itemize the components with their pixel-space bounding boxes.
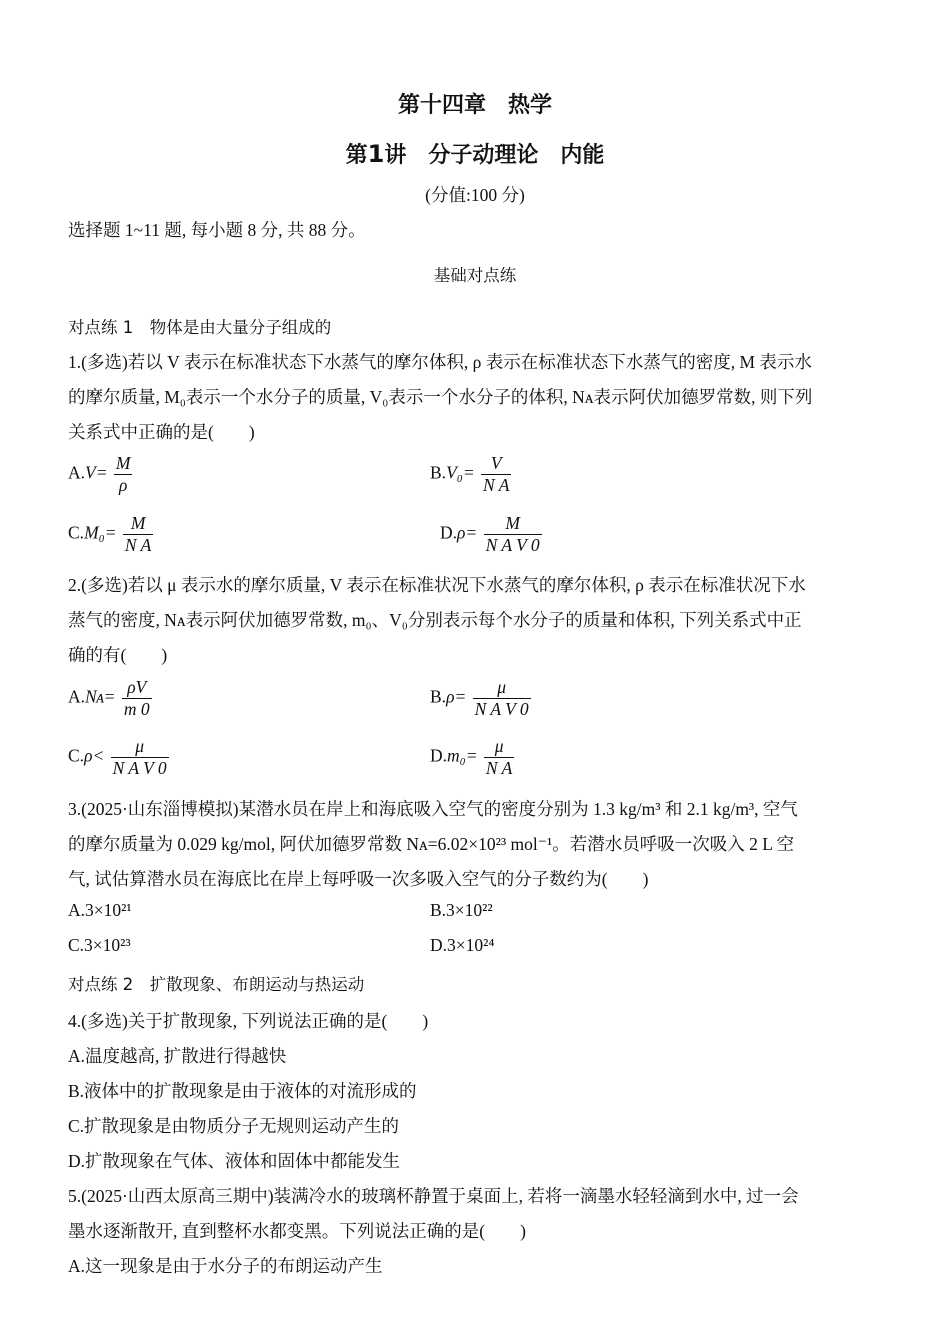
q2-option-b[interactable]: [430, 677, 531, 720]
fraction: [473, 677, 531, 720]
formula-lhs: ρ=: [457, 522, 478, 543]
numerator: M: [123, 513, 153, 535]
option-letter: B.: [430, 686, 447, 707]
q3-line-1: 3.(2025·山东淄博模拟)某潜水员在岸上和海底吸入空气的密度分别为 1.3 kg/m³ 和 2.1 kg/m³, 空气: [68, 799, 798, 819]
q1-line-3: 关系式中正确的是( ): [68, 422, 255, 442]
q1-line-2: 的摩尔质量, M₀表示一个水分子的质量, V₀表示一个水分子的体积, Nᴀ表示阿伏加德罗常数, 则下列: [68, 387, 813, 407]
q4-option-a[interactable]: A.温度越高, 扩散进行得越快: [68, 1046, 287, 1066]
q2-line-3: 确的有( ): [68, 645, 168, 665]
formula-lhs: V=: [85, 462, 108, 483]
q1-option-a[interactable]: [68, 453, 132, 496]
section-title-1: 对点练 1 物体是由大量分子组成的: [68, 318, 332, 337]
lecture-title: [0, 138, 950, 169]
fraction: [114, 453, 133, 496]
numerator: M: [115, 453, 131, 473]
denominator: N A: [124, 535, 152, 555]
option-letter: D.: [430, 745, 448, 766]
option-letter: C.: [68, 522, 85, 543]
q1-line-1: 1.(多选)若以 V 表示在标准状态下水蒸气的摩尔体积, ρ 表示在标准状态下水蒸气的密度, M 表示水: [68, 352, 812, 372]
score-note: (分值:100 分): [425, 185, 525, 205]
q1-option-b[interactable]: [430, 453, 511, 496]
option-letter: A.: [68, 462, 86, 483]
numerator: ρV: [122, 677, 152, 699]
fraction: [111, 736, 169, 779]
option-letter: B.: [430, 462, 447, 483]
q5-line-2: 墨水逐渐散开, 直到整杯水都变黑。下列说法正确的是( ): [68, 1221, 526, 1241]
formula-lhs: m₀=: [447, 745, 478, 766]
q3-option-a[interactable]: A.3×10²¹: [68, 900, 132, 920]
lecture-title-pre: 第: [345, 143, 368, 168]
practice-title: 基础对点练: [433, 266, 517, 285]
chapter-title: 第十四章 热学: [397, 93, 552, 118]
q4-option-b[interactable]: B.液体中的扩散现象是由于液体的对流形成的: [68, 1081, 417, 1101]
lecture-title-post: 讲 分子动理论 内能: [384, 143, 605, 168]
option-letter: A.: [68, 686, 86, 707]
formula-lhs: ρ=: [446, 686, 467, 707]
fraction: [484, 736, 514, 779]
q3-option-c[interactable]: C.3×10²³: [68, 935, 131, 955]
formula-lhs: V₀=: [446, 462, 475, 483]
q2-option-d[interactable]: [430, 736, 514, 779]
option-letter: D.: [440, 522, 458, 543]
q2-option-a[interactable]: [68, 677, 152, 720]
section-title-2: 对点练 2 扩散现象、布朗运动与热运动: [68, 975, 365, 994]
numerator: V: [481, 453, 511, 475]
q5-option-a[interactable]: A.这一现象是由于水分子的布朗运动产生: [68, 1256, 383, 1276]
numerator: μ: [484, 736, 514, 758]
q1-option-d[interactable]: [440, 513, 542, 556]
q4-option-c[interactable]: C.扩散现象是由物质分子无规则运动产生的: [68, 1116, 400, 1136]
denominator: ρ: [118, 475, 128, 495]
denominator: N A: [483, 475, 510, 495]
q2-line-2: 蒸气的密度, Nᴀ表示阿伏加德罗常数, m₀、V₀分别表示每个水分子的质量和体积, 下列关系式中正: [68, 610, 802, 630]
option-letter: C.: [68, 745, 85, 766]
denominator: m 0: [123, 699, 150, 719]
fraction: [123, 513, 153, 556]
formula-lhs: M₀=: [84, 522, 117, 543]
q3-line-3: 气, 试估算潜水员在海底比在岸上每呼吸一次多吸入空气的分子数约为( ): [68, 869, 649, 889]
lecture-title-num: 1: [367, 140, 385, 168]
q3-option-d[interactable]: D.3×10²⁴: [430, 935, 495, 955]
denominator: N A V 0: [474, 699, 529, 719]
numerator: μ: [473, 677, 531, 699]
fraction: [481, 453, 511, 496]
q4-stem: 4.(多选)关于扩散现象, 下列说法正确的是( ): [68, 1011, 429, 1031]
q2-line-1: 2.(多选)若以 μ 表示水的摩尔质量, V 表示在标准状况下水蒸气的摩尔体积, ρ 表示在标准状况下水: [68, 575, 806, 595]
denominator: N A: [485, 758, 513, 778]
q2-option-c[interactable]: [68, 736, 169, 779]
q3-option-b[interactable]: B.3×10²²: [430, 900, 493, 920]
denominator: N A V 0: [485, 535, 540, 555]
numerator: μ: [111, 736, 169, 758]
fraction: [484, 513, 542, 556]
q5-line-1: 5.(2025·山西太原高三期中)装满冷水的玻璃杯静置于桌面上, 若将一滴墨水轻轻滴到水中, 过一会: [68, 1186, 799, 1206]
formula-lhs: ρ<: [84, 745, 105, 766]
q1-option-c[interactable]: [68, 513, 153, 556]
formula-lhs: Nᴀ=: [85, 686, 116, 707]
q3-line-2: 的摩尔质量为 0.029 kg/mol, 阿伏加德罗常数 Nᴀ=6.02×10²³ mol⁻¹。若潜水员呼吸一次吸入 2 L 空: [68, 834, 795, 854]
numerator: M: [484, 513, 542, 535]
denominator: N A V 0: [112, 758, 167, 778]
instruction: 选择题 1~11 题, 每小题 8 分, 共 88 分。: [68, 220, 366, 240]
fraction: [122, 677, 152, 720]
q4-option-d[interactable]: D.扩散现象在气体、液体和固体中都能发生: [68, 1151, 401, 1171]
